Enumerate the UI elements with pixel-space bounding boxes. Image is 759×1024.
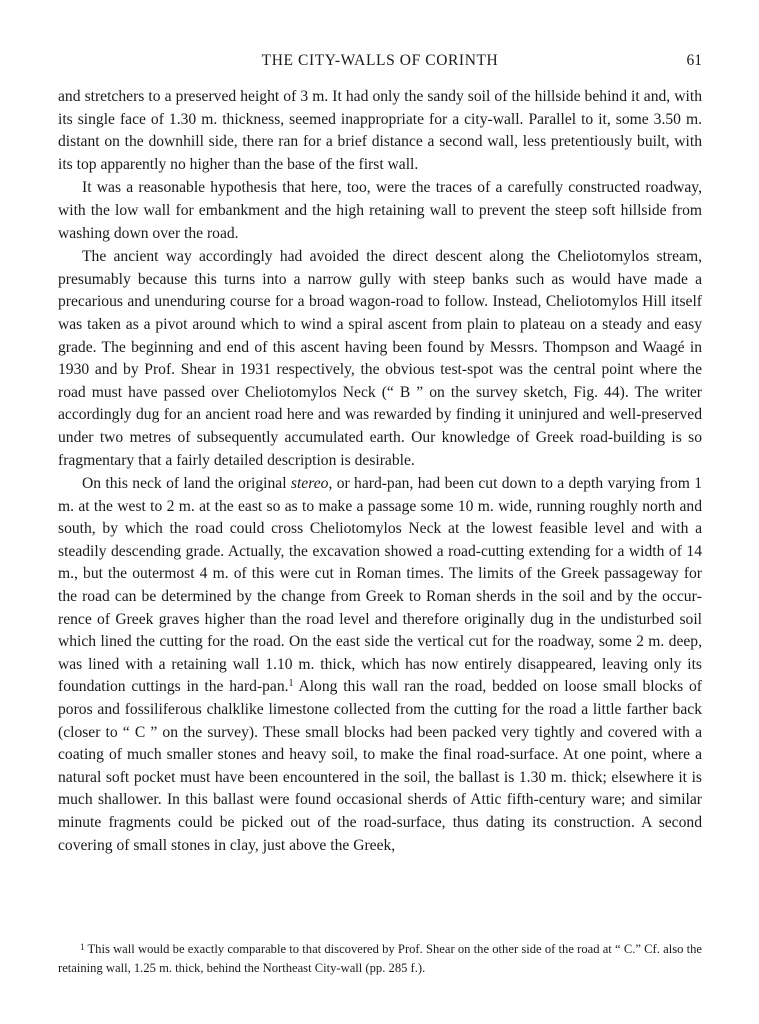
paragraph-1: and stretchers to a preserved height of 3 m. It had only the sandy soil of the hillside behind it and, with its single face of 1.30 m. thickness, seemed inappropriate for a city-wall. Parallel to it, some 3.50 m. distant on the downhill side, there ran for a brief distance a second wall, less pretentiously built, with its top apparently no higher than the base of the first wall.	[58, 88, 702, 173]
paragraph-3: The ancient way accordingly had avoided the direct descent along the Cheliotomylos stream, presumably because this turns into a narrow gully with steep banks such as would have made a precarious and unenduring course for a broad wagon-road to follow. Instead, Cheliotomylos Hill itself was taken as a pivot around which to wind a spiral ascent from plain to plateau on a steady and easy grade. The beginning and end of this ascent having been found by Messrs. Thompson and Waagé in 1930 and by Prof. Shear in 1931 respectively, the obvious test-spot was the central point where the road must have passed over Cheliotomylos Neck (“ B ” on the survey sketch, Fig. 44). The writer accordingly dug for an ancient road here and was rewarded by finding it uninjured and well-preserved under two metres of subsequently accumulated earth. Our knowledge of Greek road-building is so fragmentary that a fairly detailed description is desirable.	[58, 248, 702, 469]
paragraph-2: It was a reasonable hypothesis that here, too, were the traces of a carefully constructed roadway, with the low wall for embankment and the high retaining wall to prevent the steep soft hillside from washing down over the road.	[58, 179, 702, 242]
footnotes	[58, 940, 702, 978]
paragraph-4	[58, 473, 702, 857]
running-head	[58, 52, 702, 74]
body-text	[58, 86, 702, 857]
paragraph-4-text-end: Along this wall ran the road, bedded on loose small blocks of poros and fossiliferous chalklike limestone collected from the cutting for the road a little farther back (closer to “ C ” on the survey). These small blocks had been packed very tightly and covered with a coating of much smaller stones and heavy soil, to make the final road-surface. At one point, where a natural soft pocket must have been encountered in the soil, the ballast is 1.30 m. thick; elsewhere it is much shallower. In this ballast were found occasional sherds of Attic fifth-century ware; and similar minute fragments could be picked out of the road-surface, thus dating its construction. A second covering of small stones in clay, just above the Greek,	[58, 678, 702, 854]
footnote-reference[interactable]: 1	[288, 678, 294, 690]
footnote-1	[58, 940, 702, 978]
footnote-text: This wall would be exactly comparable to that discovered by Prof. Shear on the other side of the road at “ C.” Cf. also the retaining wall, 1.25 m. thick, behind the Northeast City-wall (pp. 285 f.).	[58, 942, 702, 975]
paragraph-4-text-middle: , or hard-pan, had been cut down to a depth varying from 1 m. at the west to 2 m. at the east so as to make a passage some 10 m. wide, running roughly north and south, by which the road could cross Cheliotomylos Neck at the lowest feasible level and with a steadily descending grade. Actually, the excavation showed a road-cutting extending for a width of 14 m., but the outermost 4 m. of this were cut in Roman times. The limits of the Greek passageway for the road can be determined by the change from Greek to Roman sherds in the soil and by the occurrence of Greek graves higher than the road level and therefore originally dug in the undisturbed soil which lined the cutting for the road. On the east side the vertical cut for the roadway, some 2 m. deep, was lined with a retaining wall 1.10 m. thick, which has now entirely disappeared, leaving only its foundation cuttings in the hard-pan.	[58, 475, 702, 696]
running-title: THE CITY-WALLS OF CORINTH	[261, 52, 499, 69]
page-number: 61	[686, 52, 702, 69]
paragraph-4-text-start: On this neck of land the original	[82, 475, 291, 493]
footnote-marker: 1	[80, 942, 85, 952]
italic-term-stereo: stereo	[290, 475, 329, 493]
